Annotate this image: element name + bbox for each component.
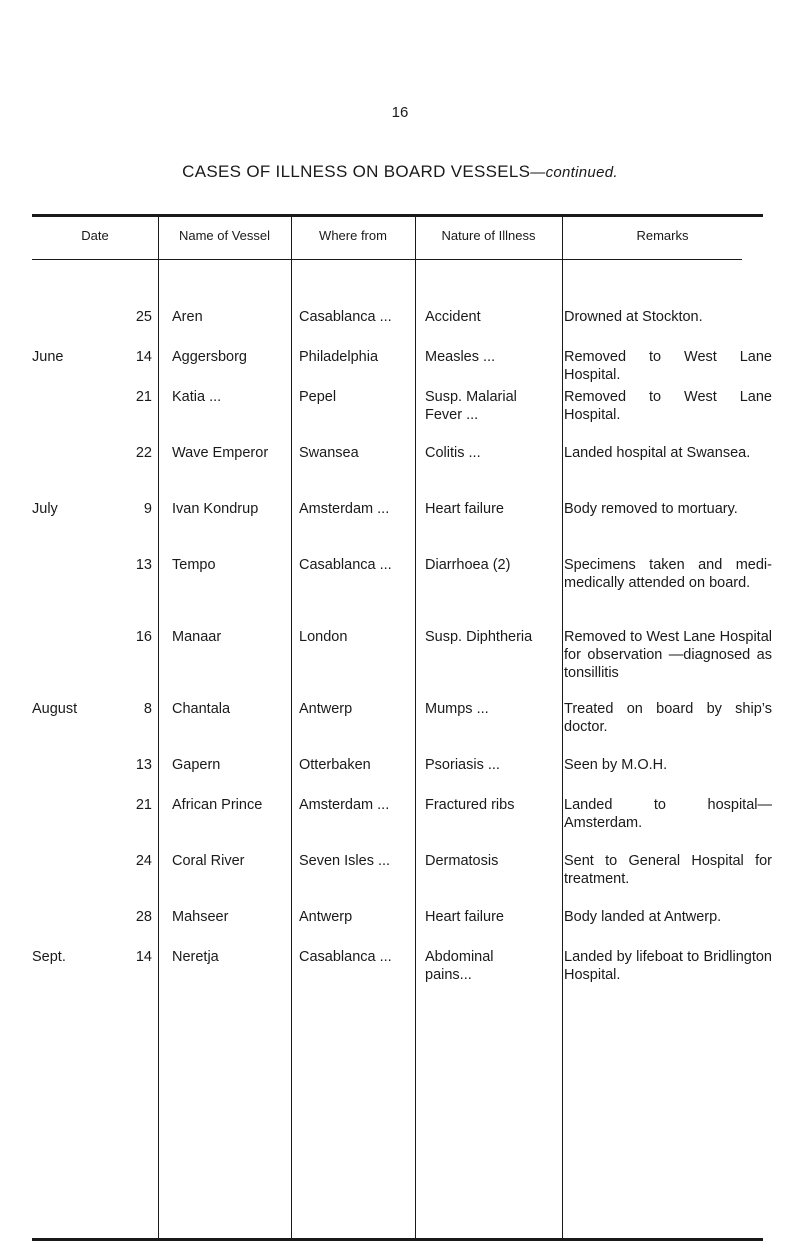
cell-day: 13 [135,757,152,773]
cell-day: 28 [135,909,152,925]
page-number: 16 [391,104,409,121]
cell-from: Casablanca ... [299,557,392,573]
illness-table [32,214,772,1252]
cell-remarks: Body removed to mortuary. [564,501,738,517]
header-date: Date [81,228,109,243]
header-remarks: Remarks [636,228,689,243]
cell-remarks: Seen by M.O.H. [564,757,668,773]
cell-illness: Heart failure [425,501,504,517]
cell-from: Antwerp [299,701,353,717]
cell-from: Otterbaken [299,757,371,773]
cell-vessel: Ivan Kondrup [172,501,259,517]
header-vessel: Name of Vessel [178,228,271,243]
cell-month: July [32,501,58,517]
cell-vessel: Aggersborg [172,349,247,365]
cell-day: 21 [135,797,152,813]
header-from: Where from [319,228,387,243]
cell-day: 25 [135,309,152,325]
cell-from: Casablanca ... [299,309,392,325]
cell-illness: Fractured ribs [425,797,515,813]
cell-remarks: Specimens taken and medi- medically attended on board. [564,557,772,591]
table-bottom-rule [32,1238,763,1241]
cell-vessel: Katia ... [172,389,222,405]
column-divider [158,217,159,1238]
cell-day: 22 [135,445,152,461]
cell-day: 13 [135,557,152,573]
cell-from: Casablanca ... [299,949,392,965]
cell-vessel: Mahseer [172,909,229,925]
cell-from: Amsterdam ... [299,797,390,813]
cell-day: 24 [135,853,152,869]
cell-remarks: Body landed at Antwerp. [564,909,722,925]
table-header-rule [32,259,742,260]
cell-from: Swansea [299,445,359,461]
cell-vessel: Aren [172,309,203,325]
cell-day: 8 [143,701,152,717]
cell-illness: Susp. Diphtheria [425,629,533,645]
cell-remarks: Drowned at Stockton. [564,309,703,325]
page-title-main: CASES OF ILLNESS ON BOARD VESSELS [182,162,531,181]
cell-from: London [299,629,348,645]
cell-from: Antwerp [299,909,353,925]
cell-illness: Psoriasis ... [425,757,500,773]
cell-vessel: African Prince [172,797,263,813]
cell-remarks: Landed hospital at Swansea. [564,445,751,461]
page-title-suffix: —continued. [530,164,618,181]
cell-from: Amsterdam ... [299,501,390,517]
cell-illness: Measles ... [425,349,496,365]
cell-remarks: Sent to General Hospital for treatment. [564,853,772,887]
cell-month: August [32,701,78,717]
column-divider [291,217,292,1238]
cell-day: 21 [135,389,152,405]
cell-remarks: Removed to West Lane Hospital. [564,389,772,423]
cell-remarks: Removed to West Lane Hospital for observation —diagnosed as tonsillitis [564,629,772,681]
cell-from: Seven Isles ... [299,853,391,869]
cell-illness: Accident [425,309,481,325]
cell-vessel: Chantala [172,701,231,717]
cell-remarks: Landed by lifeboat to Bridlington Hospital. [564,949,772,983]
cell-vessel: Coral River [172,853,245,869]
cell-month: Sept. [32,949,66,965]
cell-day: 9 [143,501,152,517]
cell-day: 14 [135,949,152,965]
cell-illness: Dermatosis [425,853,499,869]
cell-vessel: Gapern [172,757,221,773]
cell-illness: Abdominal pains... [425,949,494,983]
cell-illness: Heart failure [425,909,504,925]
cell-illness: Diarrhoea (2) [425,557,511,573]
cell-illness: Susp. Malarial Fever ... [425,389,517,423]
cell-illness: Colitis ... [425,445,481,461]
column-divider [415,217,416,1238]
table-top-rule [32,214,763,217]
cell-from: Pepel [299,389,337,405]
cell-illness: Mumps ... [425,701,489,717]
cell-remarks: Landed to hospital— Amsterdam. [564,797,772,831]
cell-vessel: Tempo [172,557,216,573]
cell-vessel: Manaar [172,629,222,645]
cell-month: June [32,349,64,365]
cell-remarks: Treated on board by ship’s doctor. [564,701,772,735]
cell-from: Philadelphia [299,349,379,365]
cell-day: 16 [135,629,152,645]
cell-remarks: Removed to West Lane Hospital. [564,349,772,383]
cell-day: 14 [135,349,152,365]
column-divider [562,217,563,1238]
cell-vessel: Neretja [172,949,219,965]
cell-vessel: Wave Emperor [172,445,269,461]
header-illness: Nature of Illness [441,228,536,243]
page-title [0,162,800,182]
